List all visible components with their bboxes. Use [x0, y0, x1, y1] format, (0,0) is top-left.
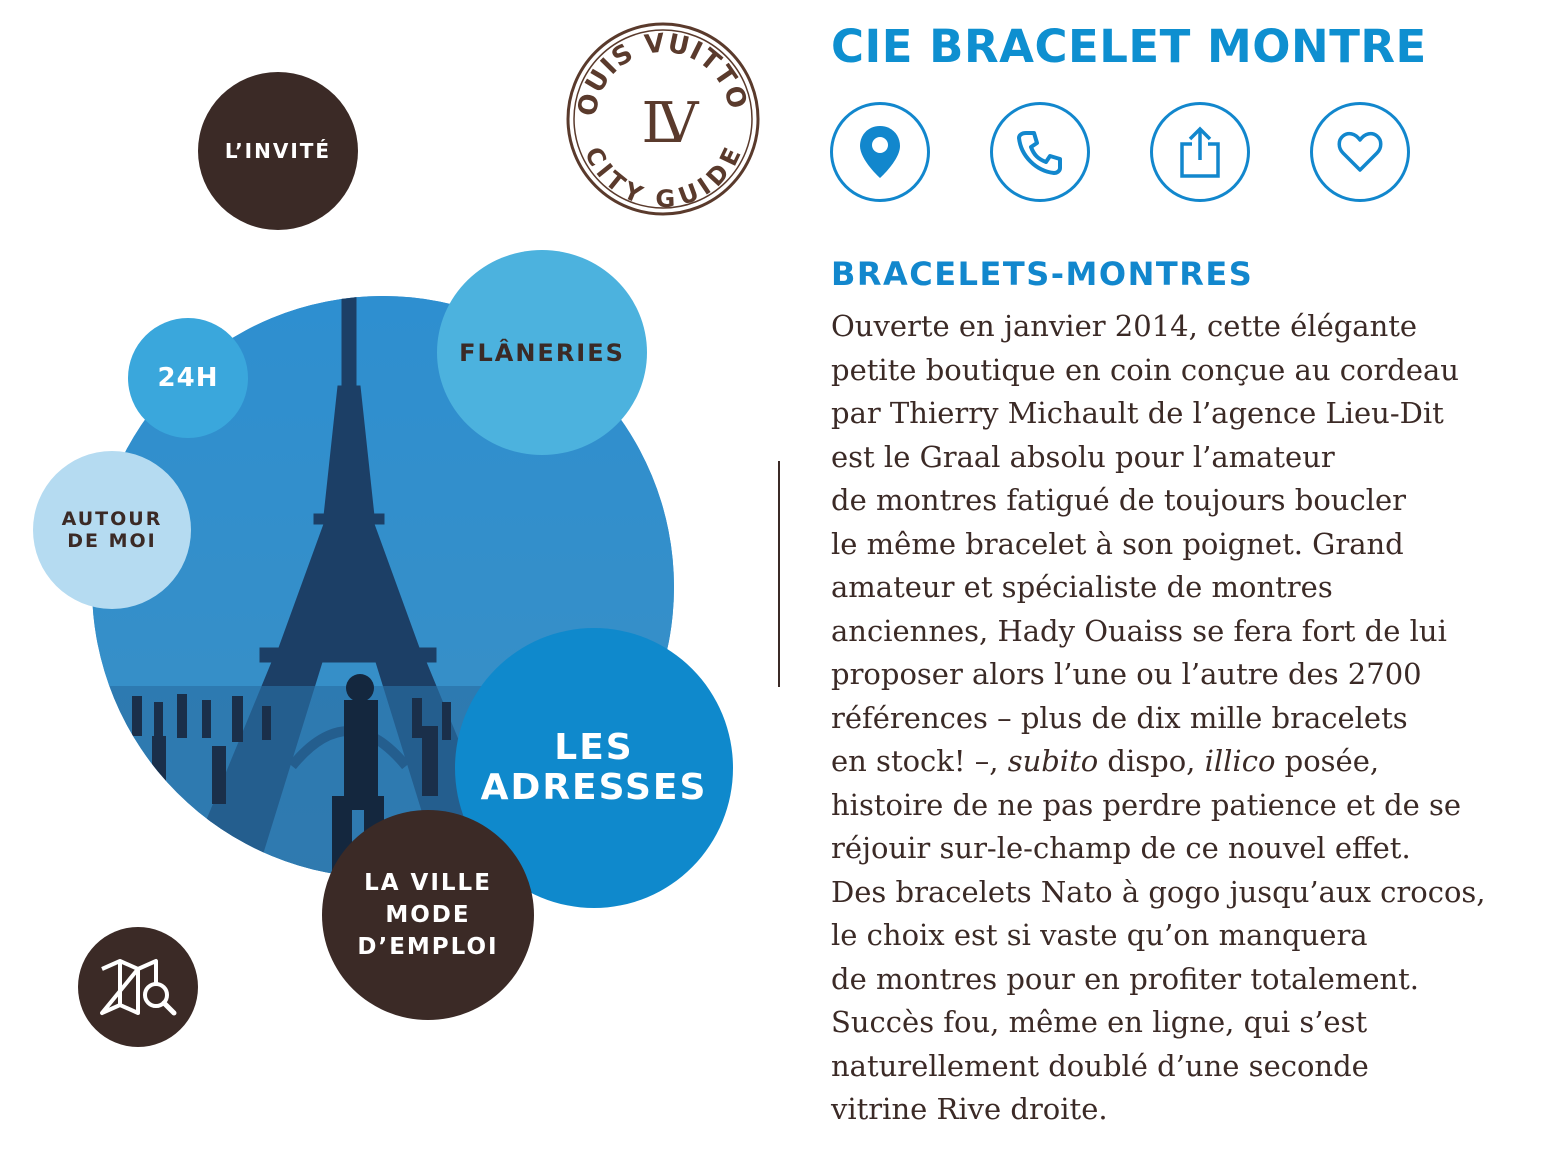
nav-ville-label — [357, 867, 498, 963]
louis-vuitton-city-guide-logo — [564, 20, 762, 218]
description-line — [831, 740, 1531, 784]
description-line: Des bracelets Nato à gogo jusqu’aux crocos, — [831, 874, 1486, 909]
description-text: en stock! –, — [831, 744, 1008, 778]
lv-monogram: LV — [641, 91, 685, 156]
nav-autour-button[interactable] — [33, 451, 191, 609]
nav-autour-line-2: DE MOI — [67, 530, 157, 552]
city-guide-seal — [564, 20, 762, 218]
description-italic: subito — [1007, 744, 1099, 778]
nav-24h-button[interactable] — [128, 318, 248, 438]
description-line: références – plus de dix mille bracelets — [831, 700, 1408, 735]
nav-invite-label: L’INVITÉ — [224, 139, 332, 163]
description-line: Ouverte en janvier 2014, cette élégante — [831, 309, 1418, 343]
map-search-button[interactable] — [78, 927, 198, 1047]
description-line: amateur et spécialiste de montres — [831, 570, 1333, 604]
description-text: posée, — [1275, 744, 1380, 778]
heart-icon — [1336, 130, 1384, 174]
description-line: réjouir sur-le-champ de ce nouvel effet. — [831, 831, 1411, 865]
nav-ville-line-1: LA VILLE — [364, 870, 492, 896]
description-line: le choix est si vaste qu’on manquera — [831, 918, 1368, 952]
map-search-icon — [98, 957, 178, 1017]
nav-adresses-line-2: ADRESSES — [480, 767, 708, 808]
description-line: proposer alors l’une ou l’autre des 2700 — [831, 657, 1422, 691]
nav-autour-label — [62, 508, 163, 552]
share-icon — [1178, 126, 1222, 178]
phone-button[interactable] — [990, 102, 1090, 202]
description-line: est le Graal absolu pour l’amateur — [831, 439, 1335, 474]
favorite-button[interactable] — [1310, 102, 1410, 202]
shop-category: BRACELETS-MONTRES — [831, 255, 1254, 293]
description-line: le même bracelet à son poignet. Grand — [831, 526, 1404, 561]
share-button[interactable] — [1150, 102, 1250, 202]
nav-ville-button[interactable] — [322, 810, 534, 1020]
column-divider — [778, 461, 780, 687]
description-text: dispo, — [1098, 744, 1205, 778]
description-line: petite boutique en coin conçue au cordeau — [831, 352, 1459, 387]
description-line: de montres fatigué de toujours boucler — [831, 483, 1407, 517]
nav-flaneries-label: FLÂNERIES — [459, 338, 625, 367]
nav-adresses-label — [481, 728, 708, 808]
description-line: par Thierry Michault de l’agence Lieu-Dit — [831, 396, 1444, 430]
nav-adresses-line-1: LES — [554, 727, 634, 768]
description-line: vitrine Rive droite. — [831, 1092, 1108, 1126]
description-line: histoire de ne pas perdre patience et de se — [831, 787, 1462, 822]
seal-top-text: OUIS VUITTO — [572, 28, 753, 119]
nav-autour-line-1: AUTOUR — [61, 508, 163, 530]
description-line: anciennes, Hady Ouaiss se fera fort de lui — [831, 613, 1447, 648]
seal-bottom-text: CITY GUIDE — [579, 142, 748, 214]
nav-ville-line-2: MODE — [385, 902, 471, 928]
nav-invite-button[interactable] — [198, 72, 358, 230]
description-line: naturellement doublé d’une seconde — [831, 1048, 1369, 1083]
phone-icon — [1016, 128, 1064, 176]
shop-description — [831, 305, 1531, 1132]
location-button[interactable] — [830, 102, 930, 202]
nav-24h-label: 24H — [157, 363, 219, 393]
nav-ville-line-3: D’EMPLOI — [357, 934, 499, 960]
shop-title: CIE BRACELET MONTRE — [831, 20, 1427, 73]
description-italic: illico — [1204, 744, 1276, 778]
description-line: Succès fou, même en ligne, qui s’est — [831, 1005, 1368, 1039]
location-pin-icon — [858, 124, 902, 180]
nav-flaneries-button[interactable] — [437, 250, 647, 455]
description-line: de montres pour en profiter totalement. — [831, 961, 1420, 996]
